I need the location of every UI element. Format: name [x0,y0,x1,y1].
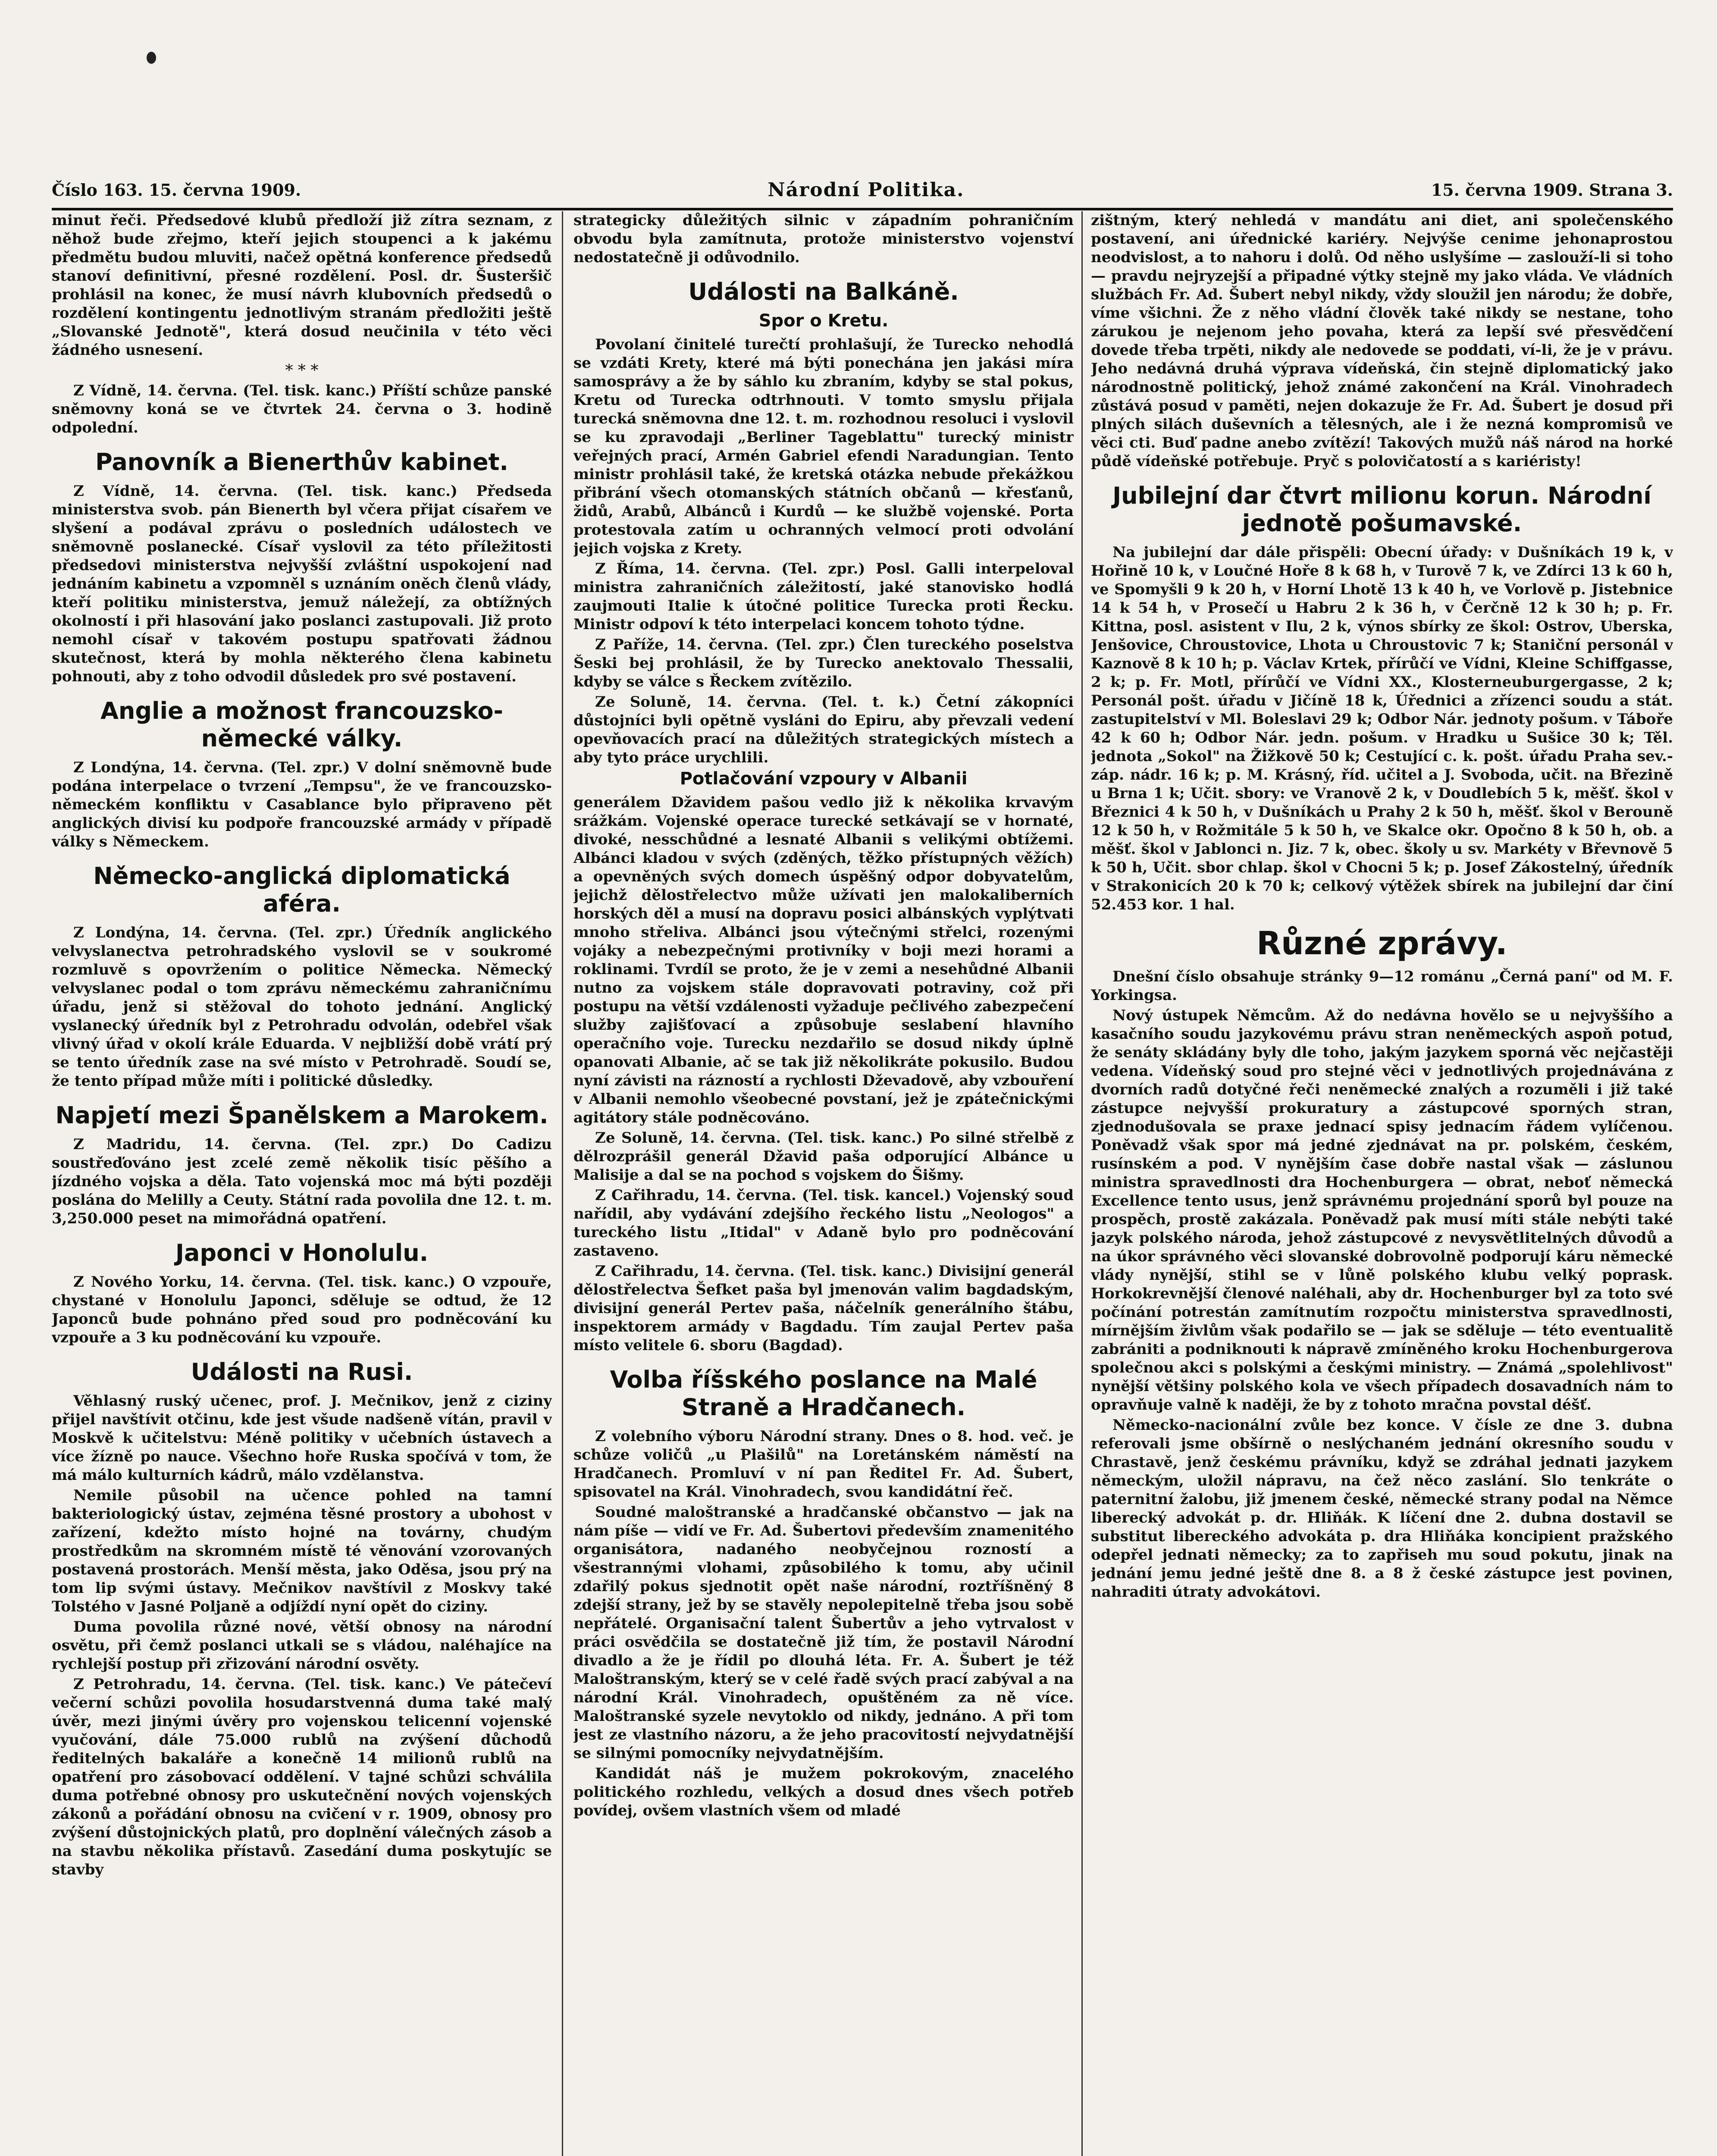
paragraph: Z Londýna, 14. června. (Tel. zpr.) Úředník anglického velvyslanectva petrohradského vyslovil se v soukromé rozmluvě s opovržením o politice Německa. Německý velvyslanec podal o tom zprávu německému zahraničnímu úřadu, jenž si stěžoval do tohoto jednání. Anglický vyslanecký úředník byl z Petrohradu odvolán, odebřel však vlivný úřad v okolí krále Eduarda. V nejbližší době vrátí prý se tento úředník zase na své místo v Petrohradě. Soudí se, že tento případ může míti i politické důsledky. [52,924,552,1090]
headline: Panovník a Bienerthův kabinet. [95,448,508,476]
paragraph: zištným, který nehledá v mandátu ani diet, ani společenského postavení, ani úřednické kariéry. Nejvýše cenime jehonaprostou neodvislost, a to nahoru i dolů. Od něho uslyšíme — zaslouží-li si toho — pravdu nejryzejší a připadné výtky stejně my jako vláda. Ve vládních službách Fr. Ad. Šubert nebyl nikdy, vždy sloužil jen národu; že dobře, víme všichni. Že z něho vládní člověk také nikdy se nestane, toho zárukou je nejenom jeho povaha, která za lepší své přesvědčení dovede třeba trpěti, nikdy ale nedovede se poddati, ví-li, že je v právu. Jeho nedávná druhá výprava vídeňská, čin stejně diplomatický jako národnostně politický, jehož známé zakončení na Král. Vinohradech zůstává posud v paměti, nejen dokazuje že Fr. Ad. Šubert je dosud při plných silách duševních a tělesných, ale i že nezná kompromisů ve věci cti. Buď padne anebo zvítězí! Takových mužů náš národ na horké půdě vídeňské potřebuje. Pryč s polovičatostí a s kariéristy! [1091,212,1673,470]
paragraph: minut řeči. Předsedové klubů předloží již zítra seznam, z něhož bude zřejmo, kteří jejich stoupenci a k jakému předmětu budou mluviti, načež opětná konference předsedů stanoví definitivní, přesné rozdělení. Posl. dr. Šusteršič prohlásil na konec, že musí návrh klubovních předsedů o rozdělení kontingentu jednotlivým stranám předložiti ještě „Slovanské Jednotě", která dosud neučinila v této věci žádného usnesení. [52,212,552,359]
column-divider [562,211,563,2156]
column-2 [573,211,1074,2156]
paragraph: Duma povolila různé nové, větší obnosy na národní osvětu, při čemž poslanci utkali se s vládou, naléhajíce na rychlejší postup při zřizování národní osvěty. [52,1618,552,1673]
paragraph: Věhlasný ruský učenec, prof. J. Mečnikov, jenž z ciziny přijel navštívit otčinu, kde jest všude nadšeně vítán, pravil v Moskvě k učitelstvu: Méně politiky v učebních ústavech a více žízně po nauce. Všechno hoře Ruska spočívá v tom, že má málo kulturních kádrů, málo vzdělanstva. [52,1392,552,1484]
masthead [52,172,1673,207]
headline: Německo-anglická diplomatická aféra. [93,862,511,917]
headline: Různé zprávy. [1256,925,1507,962]
paragraph: Z Vídně, 14. června. (Tel. tisk. kanc.) Příští schůze panské sněmovny koná se ve čtvrtek 24. června o 3. hodině odpolední. [52,382,552,436]
paragraph: Z Madridu, 14. června. (Tel. zpr.) Do Cadizu soustřeďováno jest zcelé země několik tisíc pěšího a jízdného vojska a děla. Tato vojenská moc má býti později poslána do Melilly a Ceuty. Státní rada povolila dne 12. t. m. 3,250.000 peset na mimořádná opatření. [52,1136,552,1227]
header-rule [52,208,1673,210]
page-info: 15. června 1909. Strana 3. [1431,180,1673,200]
headline: Události na Balkáně. [688,278,959,305]
paragraph: Z Vídně, 14. června. (Tel. tisk. kanc.) Předseda ministerstva svob. pán Bienerth byl včera přijat císařem ve slyšení a podával zprávu o posledních událostech ve sněmovně poslanecké. Císař vyslovil za této příležitosti předsedovi ministerstva nejvyšší zvláštní uspokojení nad jednáním kabinetu a vzpomněl s uznáním oněch členů vlády, kteří politiku ministerstva, jemuž náležejí, za obtížných okolností i při hlasování jako poslanci zastupovali. Již proto nemohl císař v takovém postupu spatřovati žádnou skutečnost, která by mohla některého člena kabinetu pohnouti, aby z toho odvodil důsledek pro své postavení. [52,483,552,685]
paragraph: Z Cařihradu, 14. června. (Tel. tisk. kanc.) Divisijní generál dělostřelectva Šefket paša byl jmenován valim bagdadským, divisijní generál Pertev paša, náčelník generálního štábu, inspektorem armády v Bagdadu. Tím zaujal Pertev paša místo velitele 6. sboru (Bagdad). [573,1263,1074,1354]
paragraph: generálem Džavidem pašou vedlo již k několika krvavým srážkám. Vojenské operace turecké setkávají se v hornaté, divoké, nesschůdné a lesnaté Albanii s velikými obtížemi. Albánci kladou v svých (zděných, těžko přístupných věžích) a opevněných svých domech úspěšný odpor dobyvatelům, jejichž dělostřelectvo může užívati jen malokaliberních horských děl a musí na dopravu posici albánských vyplýtvati mnoho střeliva. Albánci jsou výtečnými střelci, rozenými vojáky a nebezpečnými protivníky v boji mezi horami a roklinami. Tvrdíl se proto, že je v zemi a nesehůdné Albanii nutno za vojskem stále dopravovati potraviny, což při postupu na větší vzdálenosti vyžaduje pečlivého zabezpečení služby zajišťovací a způsobuje seslabení hlavního operačního voje. Turecku nezdařilo se dosud nikdy úplně opanovati Albanie, ač se tak již několikráte pokusilo. Budou nyní závisti na rázností a rychlosti Dževadově, aby vzbouření v Albanii nemohlo všeobecné povstaní, jež je zpátečnickými agitátory stále podněcováno. [573,794,1074,1126]
paragraph: strategicky důležitých silnic v západním pohraničním obvodu byla zamítnuta, protože ministerstvo vojenství nedostatečně ji odůvodnilo. [573,212,1074,266]
separator: * * * [285,362,319,379]
ink-mark [147,52,156,64]
issue-info: Číslo 163. 15. června 1909. [52,180,301,200]
paragraph: Z Cařihradu, 14. června. (Tel. tisk. kancel.) Vojenský soud nařídil, aby vydávání zdejšího řeckého listu „Neologos" a tureckého listu „Itidal" v Adaně bylo pro podněcování zastaveno. [573,1187,1074,1260]
headline: Napjetí mezi Španělskem a Marokem. [55,1102,548,1129]
column-3 [1091,211,1673,2156]
paragraph: Z Londýna, 14. června. (Tel. zpr.) V dolní sněmovně bude podána interpelace o tvrzení „Tempsu", že ve francouzsko-německém konfliktu v Casablance bylo připraveno pět anglických divisí ku podpoře francouzské armády v případě války s Německem. [52,759,552,850]
paragraph: Nemile působil na učence pohled na tamní bakteriologický ústav, zejména těsné prostory a ubohost v zařízení, kdežto místo hojné na továrny, chudým prostředkům na skromném místě té věnování vzorovaných postavená prostorách. Menší města, jako Oděsa, jsou prý na tom lip svými ústavy. Mečnikov navštívil z Moskvy také Tolstého v Jasné Poljaně a odjíždí nyní opět do ciziny. [52,1487,552,1615]
subheadline: Potlačování vzpoury v Albanii [680,769,968,789]
newspaper-title: Národní Politika. [768,179,965,201]
headline: Japonci v Honolulu. [175,1239,429,1266]
paragraph: Ze Soluně, 14. června. (Tel. tisk. kanc.) Po silné střelbě z dělrozprášil generál Džavid paša odporující Albánce u Malisije a dal se na pochod s vojskem do Šišmy. [573,1129,1074,1184]
column-1 [52,211,552,2156]
paragraph: Z Paříže, 14. června. (Tel. zpr.) Člen tureckého poselstva Šeski bej prohlásil, že by Turecko anektovalo Thessalii, kdyby se válce s Řeckem zvítězilo. [573,636,1074,690]
paragraph: Dnešní číslo obsahuje stránky 9—12 románu „Černá paní" od M. F. Yorkingsa. [1091,968,1673,1004]
headline: Jubilejní dar čtvrt milionu korun. Národní jednotě pošumavské. [1112,482,1651,537]
headline: Anglie a možnost francouzsko-německé války. [100,697,503,752]
paragraph: Z Nového Yorku, 14. června. (Tel. tisk. kanc.) O vzpouře, chystané v Honolulu Japonci, sděluje se odtud, že 12 Japonců bude pohnáno před soud pro podněcování ku vzpouře a 3 ku podněcování ku vzpouře. [52,1273,552,1346]
paragraph: Z Říma, 14. června. (Tel. zpr.) Posl. Galli interpeloval ministra zahraničních záležitostí, jaké stanovisko hodlá zaujmouti Italie k útočné politice Turecka proti Řecku. Ministr odpoví k této interpelaci koncem tohoto týdne. [573,560,1074,633]
paragraph: Z volebního výboru Národní strany. Dnes o 8. hod. več. je schůze voličů „u Plašilů" na Loretánském náměstí na Hradčanech. Promluví v ní pan Ředitel Fr. Ad. Šubert, spisovatel na Král. Vinohradech, svou kandidátní řeč. [573,1428,1074,1501]
paragraph: Soudné maloštranské a hradčanské občanstvo — jak na nám píše — vidí ve Fr. Ad. Šubertovi především znamenitého organisátora, nadaného neobyčejnou rozností a všestrannými vlohami, způsobilého k tomu, aby učinil zdařilý pokus sjednotit opět naše národní, roztříšněný 8 zdejší strany, jež by se stavěly nepolepitelně třeba jsou sobě nepřátelé. Organisační talent Šubertův a jeho vytrvalost v práci osvědčila se dostatečně již tím, že postavil Národní divadlo a že je řídil po dlouhá léta. Fr. A. Šubert je též Maloštranským, který se v celé řadě svých prací zabýval a na národní Král. Vinohradech, opuštěném za ně více. Maloštranské syzele nevytoklo od nikdy, jednáno. A při tom jest ze vlastního názoru, a že jeho pracovitostí nejvydatnější se silnými pomocníky nejvydatnějším. [573,1504,1074,1762]
paragraph: Německo-nacionální zvůle bez konce. V čísle ze dne 3. dubna referovali jsme obšírně o neslýchaném jednání okresního soudu v Chrastavě, jenž českému právníku, když se zdráhal jednati jazykem německým, uložil nápravu, na čež něco zaslání. Slo tenkráte o paternitní žalobu, již jmenem české, německé strany podal na Němce liberecký advokát p. dr. Hliňák. K líčení dne 2. dubna dostavil se substitut libereckého advokáta p. dra Hliňáka koncipient pražského odepřel jednati německy; za to zapřiseh mu soud pokutu, jinak na jednání jemu jedné ještě dne 8. a 8 ž české zástupce jest povinen, nahraditi útraty advokátovi. [1091,1416,1673,1601]
paragraph: Povolaní činitelé turečtí prohlašují, že Turecko nehodlá se vzdáti Krety, které má býti ponechána jen jakási míra samosprávy a že by sáhlo ku zbraním, kdyby se stal pokus, Kretu od Turecka odtrhnouti. V tomto smyslu přijala turecká sněmovna dne 12. t. m. rozhodnou resoluci i vyslovil se ku zpravodaji „Berliner Tageblattu" turecký ministr veřejných prací, Armén Gabriel efendi Naradungian. Tento ministr prohlásil také, že kretská otázka nebude překážkou přibrání všech otomanských státních občanů — křesťanů, židů, Arabů, Albánců i Kurdů — ke službě vojenské. Porta protestovala zatím u ochranných velmocí proti odvolání jejich vojska z Krety. [573,336,1074,557]
paragraph: Ze Soluně, 14. června. (Tel. t. k.) Četní zákopníci důstojníci byli opětně vysláni do Epiru, aby převzali vedení opevňovacích prací na důležitých strategických místech a aby tyto práce urychlili. [573,693,1074,766]
paragraph: Kandidát náš je mužem pokrokovým, znacelého politického rozhledu, velkých a dosud dnes všech potřeb povídej, ovšem vlastních všem od mladé [573,1765,1074,1819]
headline: Volba říšského poslance na Malé Straně a Hradčanech. [610,1366,1037,1421]
subheadline: Spor o Kretu. [758,311,889,331]
paragraph: Na jubilejní dar dále přispěli: Obecní úřady: v Dušníkách 19 k, v Hořině 10 k, v Loučné Hoře 8 k 68 h, v Turově 7 k, ve Zdírci 13 k 60 h, ve Spomyšli 9 k 20 h, v Horní Lhotě 13 k 40 h, ve Vorlově p. Jistebnice 14 k 54 h, v Prosečí u Habru 2 k 36 h, v Čerčně 12 k 30 h; p. Fr. Kittna, posl. asistent v Ilu, 2 k, výnos sbírky ze škol: Ostrov, Uberska, Jenšovice, Chroustovice, Lhota u Chroustovic 7 k; Staniční personál v Kaznově 8 k 10 h; p. Václav Krtek, přírůčí ve Vídni, Kleine Schiffgasse, 2 k; p. Fr. Motl, přírůčí ve Vídni XX., Klosterneuburgergasse, 2 k; Personál pošt. úřadu v Jičíně 18 k, Úřednici a zřízenci soudu a stát. zastupitelství v Ml. Boleslavi 29 k; Odbor Nár. jednoty pošum. v Táboře 42 k 60 h; Odbor Nár. jedn. pošum. v Hradku u Sušice 30 k; Těl. jednota „Sokol" na Žižkově 50 k; Cestující c. k. pošt. úřadu Praha sev.-záp. nádr. 16 k; p. M. Krásný, říd. učitel a J. Svoboda, učit. na Březině u Brna 1 k; Učit. sbory: ve Vranově 2 k, v Doudlebích 5 k, měšť. škol v Březnici 4 k 50 h, v Dušníkách u Prahy 2 k 50 h, měšť. škol v Berouně 12 k 50 h, v Rožmitále 5 k 50 h, ve Skalce okr. Opočno 8 k 50 h, ob. a měšť. škol v Jablonci n. Jiz. 7 k, obec. školy u sv. Markéty v Břevnově 5 k 50 h, Učit. sbor chlap. škol v Chocni 5 k; p. Josef Zákostelný, úředník v Strakonicích 20 k 70 k; celkový výtěžek sbírek na jubilejní dar činí 52.453 kor. 1 hal. [1091,544,1673,913]
headline: Události na Rusi. [191,1358,413,1385]
paragraph: Nový ústupek Němcům. Až do nedávna hovělo se u nejvyššího a kasačního soudu jazykovému právu stran neněmeckých aspoň potud, že senáty skládány byly dle toho, jakým jazykem sporná věc nejčastěji vedena. Vídeňský soud pro stejné věci v jednotlivých projednávána z dvorních radů dotyčné řeči neněmecké znalých a rozuměli i již také zástupce nejvyšší prokuratury a zástupcové sporných stran, zjednodušovala se praxe jednací spisy jednacím řádem vylíčenou. Poněvadž však spor má jedné zjednávat na pr. polském, českém, rusínském a pod. V nynějším čase dobře nastal však — záslunou ministra spravedlnosti dra Hochenburgera — obrat, neboť německá Excellence tento usus, jenž správnému projednání sporů byl pouze na prospěch, prostě zakázala. Poněvadž pak musí míti stále nebýti také jazyk polského národa, jehož zástupcové z nevysvětlitelných důvodů a na úkor správného věci slovanské dobrovolně podporují káru německé vlády nynější, stihl se v lůně polského klubu velký poprask. Horkokrevnější členové naléhali, aby dr. Hochenburger byl za toto své počínání potrestán zamítnutím rozpočtu ministerstva spravedlnosti, mírnějším živlům však podařilo se — jak se sděluje — této eventualitě zabrániti a podniknouti k nápravě zmíněného kroku Hochenburgerova společnou akci s polskými a českými ministry. — Známá „spolehlivost" nynější většiny polského kola ve všech případech dosavadních nám to opravňuje valně k naději, že by z tohoto mračna povstal déšť. [1091,1007,1673,1413]
paragraph: Z Petrohradu, 14. června. (Tel. tisk. kanc.) Ve pátečeví večerní schůzi povolila hosudarstvenná duma také malý úvěr, mezi jinými úvěry pro vojenskou telicenní vojenské vyučování, dále 75.000 rublů na zvýšení důchodů ředitelných bakaláře a konečně 14 milionů rublů na opatření pro zásobovací oddělení. V tajné schůzi schválila duma potřebné obnosy pro uskutečnění nových vojenských zákonů a pořádání obnosu na cvičení v r. 1909, obnosy pro zvýšení důstojnických platů, pro doplnění válečných zásob a na stavbu několika přístavů. Zasedání duma poskytujíc se stavby [52,1676,552,1878]
column-divider [1081,211,1083,2156]
